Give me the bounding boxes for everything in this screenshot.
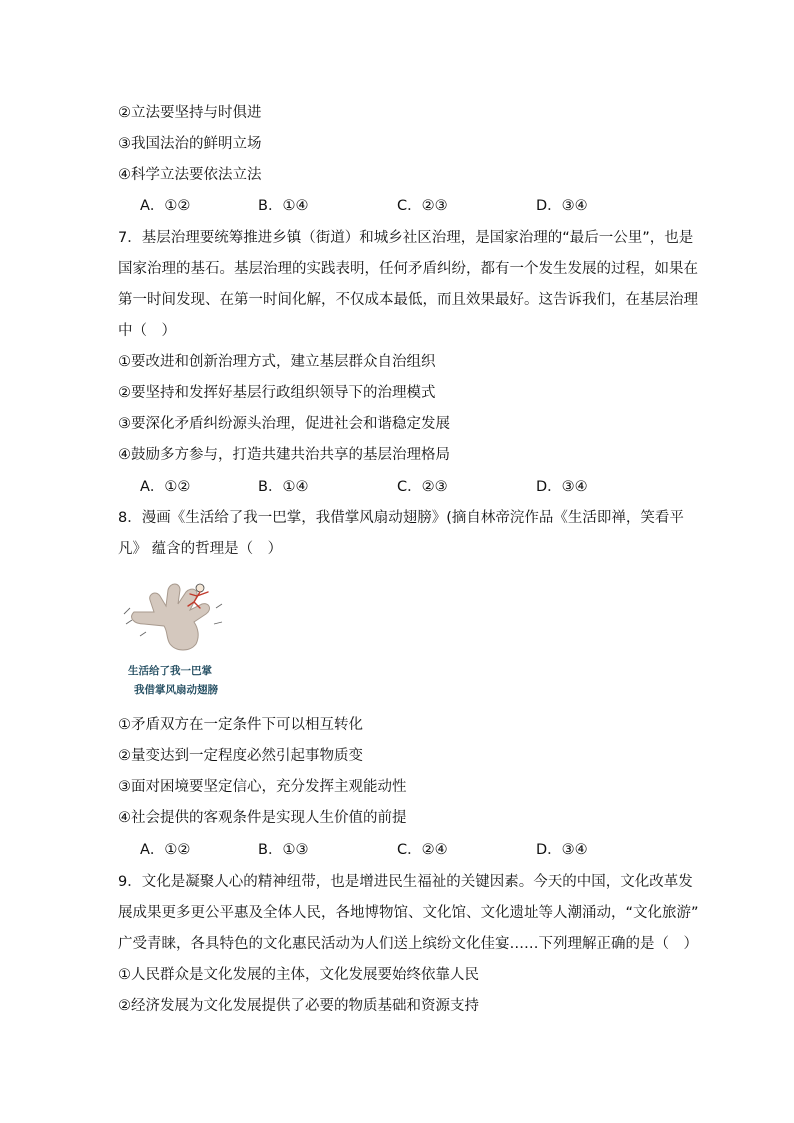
- q8-item-3: ③面对困境要坚定信心，充分发挥主观能动性: [118, 779, 407, 795]
- q7-stem-line-1: 7．基层治理要统筹推进乡镇（街道）和城乡社区治理，是国家治理的“最后一公里”，也是: [118, 230, 694, 246]
- q9-stem-line-1: 9．文化是凝聚人心的精神纽带，也是增进民生福祉的关键因素。今天的中国，文化改革发: [118, 874, 693, 890]
- q8-option-c: C．②④: [397, 842, 448, 858]
- q8-stem-line-1: 8．漫画《生活给了我一巴掌，我借掌风扇动翅膀》(摘自林帝浣作品《生活即禅，笑看平: [118, 510, 684, 526]
- q9-item-2: ②经济发展为文化发展提供了必要的物质基础和资源支持: [118, 998, 479, 1014]
- q9-stem-line-2: 展成果更多更公平惠及全体人民，各地博物馆、文化馆、文化遗址等人潮涌动，“文化旅游”: [118, 905, 699, 921]
- q8-option-b: B．①③: [258, 842, 309, 858]
- q7-option-c: C．②③: [397, 479, 448, 495]
- q7-option-d: D．③④: [536, 479, 588, 495]
- q7-item-1: ①要改进和创新治理方式，建立基层群众自治组织: [118, 354, 436, 370]
- q6-option-a: A．①②: [140, 198, 191, 214]
- q7-stem-line-2: 国家治理的基石。基层治理的实践表明，任何矛盾纠纷，都有一个发生发展的过程，如果在: [118, 261, 698, 277]
- q8-option-a: A．①②: [140, 842, 191, 858]
- q9-stem-line-3: 广受青睐，各具特色的文化惠民活动为人们送上缤纷文化佳宴……下列理解正确的是（ ）: [118, 936, 698, 952]
- cartoon-caption-line-1: 生活给了我一巴掌: [128, 665, 212, 677]
- q7-item-2: ②要坚持和发挥好基层行政组织领导下的治理模式: [118, 385, 436, 401]
- q7-stem-line-3: 第一时间发现、在第一时间化解，不仅成本最低，而且效果最好。这告诉我们，在基层治理: [118, 292, 698, 308]
- q9-item-1: ①人民群众是文化发展的主体，文化发展要始终依靠人民: [118, 967, 479, 983]
- q6-option-c: C．②③: [397, 198, 448, 214]
- q7-stem-line-4: 中（ ）: [118, 323, 176, 339]
- q8-item-4: ④社会提供的客观条件是实现人生价值的前提: [118, 810, 407, 826]
- q6-option-d: D．③④: [536, 198, 588, 214]
- q6-item-4: ④科学立法要依法立法: [118, 167, 262, 183]
- q6-item-3: ③我国法治的鲜明立场: [118, 136, 262, 152]
- q7-option-b: B．①④: [258, 479, 309, 495]
- q7-option-a: A．①②: [140, 479, 191, 495]
- q8-stem-line-2: 凡》 蕴含的哲理是（ ）: [118, 541, 283, 557]
- q7-item-4: ④鼓励多方参与，打造共建共治共享的基层治理格局: [118, 447, 450, 463]
- q8-item-1: ①矛盾双方在一定条件下可以相互转化: [118, 717, 363, 733]
- cartoon-caption-line-2: 我借掌风扇动翅膀: [134, 684, 218, 696]
- q6-item-2: ②立法要坚持与时俱进: [118, 105, 262, 121]
- q8-option-d: D．③④: [536, 842, 588, 858]
- cartoon-image: [120, 578, 232, 702]
- q8-item-2: ②量变达到一定程度必然引起事物质变: [118, 748, 363, 764]
- q6-option-b: B．①④: [258, 198, 309, 214]
- q7-item-3: ③要深化矛盾纠纷源头治理，促进社会和谐稳定发展: [118, 416, 450, 432]
